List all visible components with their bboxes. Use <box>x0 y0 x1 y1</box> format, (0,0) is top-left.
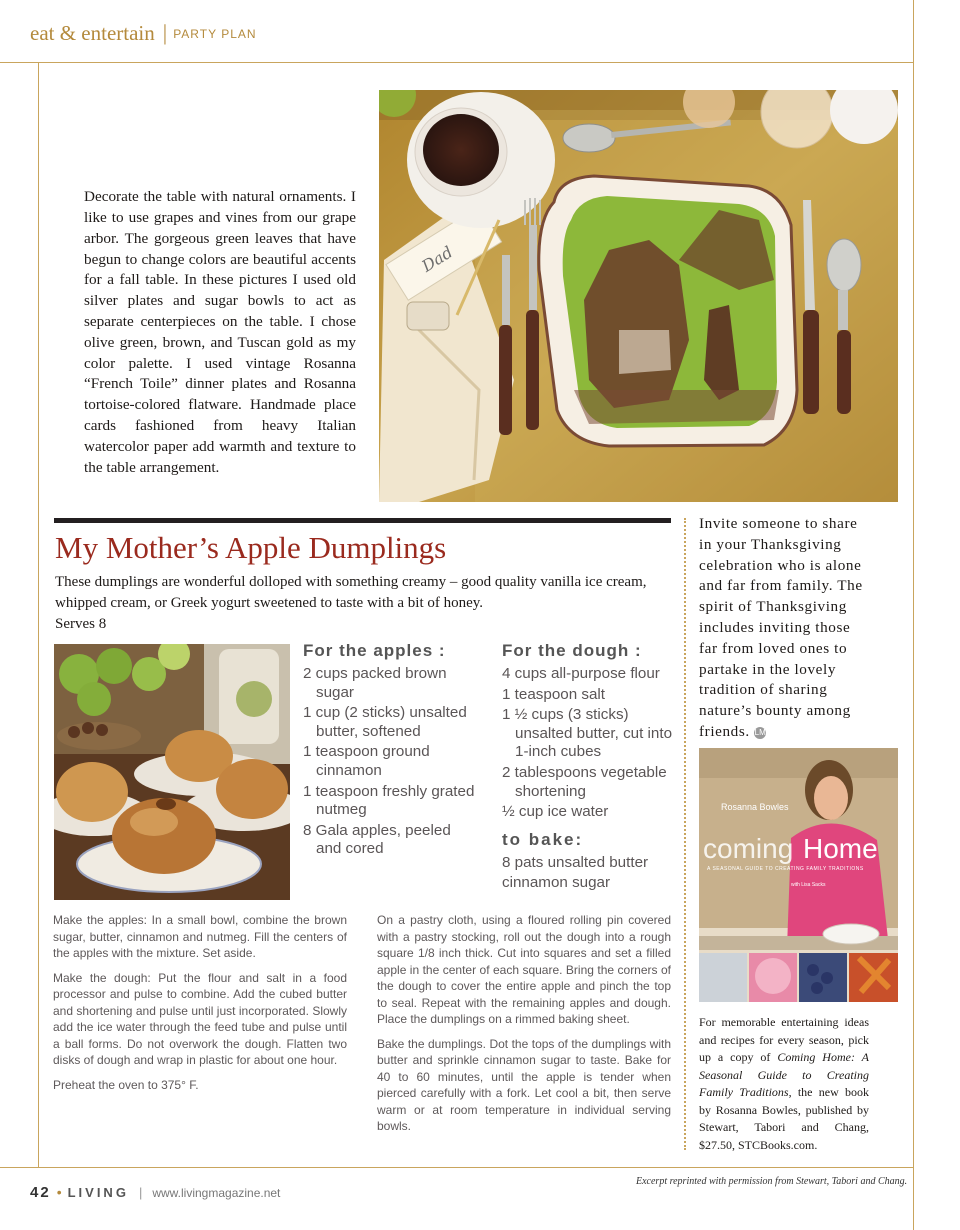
bake-heading: to bake: <box>502 829 584 849</box>
apple <box>96 648 132 684</box>
left-border-line <box>38 62 39 1167</box>
dough-ingredients <box>502 641 674 895</box>
magazine-url[interactable]: www.livingmagazine.net <box>152 1186 281 1200</box>
recipe-description: These dumplings are wonderful dolloped with something creamy – good quality vanilla ice cream, whipped cream, or Greek yogurt sweetened to taste with a bit of honey. <box>55 574 647 611</box>
napkin-ring <box>407 302 449 330</box>
ingredient-item: 4 cups all-purpose flour <box>502 665 660 682</box>
footer-bullet: • <box>56 1184 62 1200</box>
teacup <box>423 114 499 186</box>
method-step: Make the dough: Put the flour and salt in a food processor and pulse to combine. Add the cubed butter and shortening and pulse until just incorporated. Slowly add the ice water through the feed tube and pulse until a ball forms. Do not overwork the dough. Flatten two disks of dough and wrap in plastic for about one hour. <box>53 970 347 1067</box>
ingredient-item: 2 cups packed brown sugar <box>303 665 447 701</box>
footer-separator: | <box>138 1185 143 1200</box>
subsection-name: PARTY PLAN <box>173 27 257 41</box>
author-face <box>814 776 848 820</box>
ingredient-item: 1 ½ cups (3 sticks) unsalted butter, cut into 1-inch cubes <box>502 706 673 761</box>
ingredient-item: 2 tablespoons vegetable shortening <box>502 763 667 800</box>
sidebar-text: Invite someone to share in your Thanksgiving celebration who is alone and far from family. The spirit of Thanksgiving includes inviting those far from loved ones to partake in the lovely tradition of sharing nature’s bounty among friends. <box>699 515 863 740</box>
method-step: Bake the dumplings. Dot the tops of the dumplings with butter and sprinkle cinnamon sugar to taste. Bake for 40 to 60 minutes, until the apple is tender when pierced carefully with a fork. Let cool a bit, then serve warm or at room temperature in individual serving bowls. <box>377 1036 671 1133</box>
column-divider <box>684 518 686 1150</box>
ingredient-item: 8 Gala apples, peeled and cored <box>303 821 451 858</box>
reprint-credit: Excerpt reprinted with permission from Stewart, Tabori and Chang. <box>636 1176 908 1187</box>
ingredient-item: 1 cup (2 sticks) unsalted butter, softened <box>303 704 467 740</box>
ingredient-item: 1 teaspoon salt <box>502 685 606 703</box>
ingredient-item: 1 teaspoon freshly grated nutmeg <box>303 782 475 819</box>
book-title-coming: coming <box>703 833 794 864</box>
recipe-serves: Serves 8 <box>55 616 107 632</box>
apples-list <box>303 665 478 859</box>
promo-text-end: , the new book by Rosanna Bowles, published by Stewart, Tabori and Chang, $27.50, STCBooks.com. <box>699 1085 869 1152</box>
promo-text-start: For memorable entertaining ideas and recipes for every season, pick up a copy of <box>699 1015 869 1064</box>
intro-paragraph: Decorate the table with natural ornaments. I like to use grapes and vines from our grape arbor. The gorgeous green leaves that have begun to change colors are beautiful accents for a fall table. In these pictures I used old silver plates and sugar bowls to act as separate centerpieces on the table. I chose olive green, brown, and Tuscan gold as my color palette. I used vintage Rosanna “French Toile” dinner plates and Rosanna tortoise-colored flatware. Handmade place cards fashioned from heavy Italian watercolor paper add warmth and texture to the table arrangement. <box>84 188 356 476</box>
ingredient-item: 1 teaspoon ground cinnamon <box>303 743 430 779</box>
ingredient-item: ½ cup ice water <box>502 803 609 821</box>
running-header <box>30 20 257 46</box>
book-author: Rosanna Bowles <box>721 802 789 812</box>
dough-list <box>502 665 674 822</box>
page-number: 42 <box>30 1184 51 1201</box>
table-setting-photo <box>379 90 898 502</box>
recipe-title: My Mother’s Apple Dumplings <box>55 530 447 565</box>
method-right-column <box>377 912 671 1143</box>
book-coauthor: with Lisa Sacks <box>791 882 826 888</box>
apple <box>77 682 111 716</box>
method-step: On a pastry cloth, using a floured rolling pin covered with a pastry stocking, roll out the dough into a rough square 1/8 inch thick. Cut into squares and set a filled apple in the center of each square. Bring the corners of the dough to cover the entire apple and pinch the top to seal. Repeat with the remaining apples and dough. Place the dumplings on a rimmed baking sheet. <box>377 913 671 1026</box>
header-separator: | <box>162 20 168 45</box>
magazine-name: LIVING <box>67 1185 129 1200</box>
apples-ingredients <box>303 641 478 861</box>
place-card-text: Dad <box>418 242 457 276</box>
baking-dish <box>823 924 879 944</box>
dumpling <box>216 759 288 819</box>
recipe-rule <box>54 518 671 523</box>
right-border-line <box>913 0 914 1230</box>
footer-rule <box>0 1167 913 1168</box>
spoon <box>563 124 615 152</box>
dough-heading: For the dough : <box>502 641 642 660</box>
book-cover <box>699 748 898 1002</box>
ingredient-item: 8 pats unsalted butter <box>502 853 649 871</box>
method-left-column <box>53 912 347 1101</box>
method-step: Make the apples: In a small bowl, combine the brown sugar, butter, cinnamon and nutmeg. Fill the centers of the apples with the mixture. Set aside. <box>53 913 347 960</box>
apples-heading: For the apples : <box>303 641 446 660</box>
end-mark-icon: LM <box>754 727 766 737</box>
dumplings-photo <box>54 644 290 900</box>
book-title-home: Home <box>803 833 878 864</box>
page-footer <box>30 1184 280 1202</box>
sidebar-note <box>699 514 869 743</box>
bake-list <box>502 854 674 893</box>
ingredient-item: cinnamon sugar <box>502 874 611 892</box>
section-name: eat & entertain <box>30 21 155 45</box>
book-promo <box>699 1014 869 1154</box>
book-subtitle: A SEASONAL GUIDE TO CREATING FAMILY TRADITIONS <box>707 866 864 872</box>
promo-book-title: Coming Home: A Seasonal Guide to Creating Family Traditions <box>699 1050 869 1099</box>
header-rule <box>0 62 913 63</box>
dumpling <box>56 762 128 822</box>
method-step: Preheat the oven to 375° F. <box>53 1077 199 1092</box>
